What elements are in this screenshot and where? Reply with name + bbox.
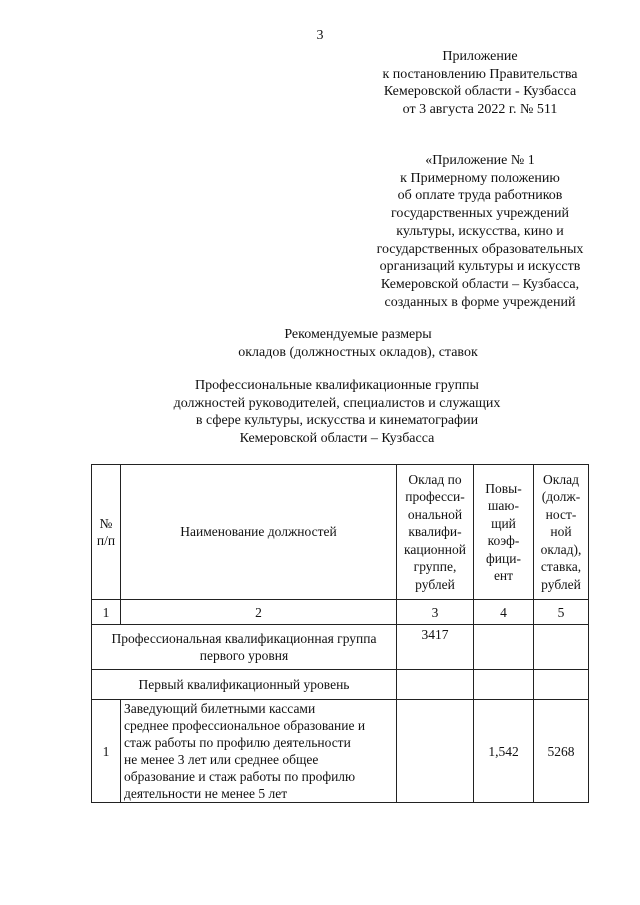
- appendix-1-block: [350, 152, 610, 311]
- heading-line: Профессиональные квалификационные группы: [195, 378, 479, 393]
- row-number: 1: [92, 700, 121, 803]
- column-number: 4: [474, 600, 534, 625]
- appendix-1-line: «Приложение № 1: [425, 153, 535, 168]
- column-number: 3: [397, 600, 474, 625]
- appendix-line: Кемеровской области - Кузбасса: [383, 84, 577, 100]
- position-salary: [397, 700, 474, 803]
- empty-cell: [534, 625, 589, 670]
- heading-recommended-salaries: [38, 326, 640, 361]
- group-row: [92, 625, 589, 670]
- heading-line: Рекомендуемые размеры: [284, 327, 432, 342]
- appendix-1-line: об оплате труда работников: [397, 188, 563, 204]
- heading-line: Кемеровской области – Кузбасса: [239, 430, 435, 446]
- position-rate: 5268: [534, 700, 589, 803]
- header-cell-rate: Оклад (долж- ност- ной оклад), ставка, рублей: [534, 465, 589, 600]
- header-cell-num: № п/п: [92, 465, 121, 600]
- column-number: 5: [534, 600, 589, 625]
- empty-cell: [474, 625, 534, 670]
- table-row: [92, 700, 589, 803]
- level-row: [92, 670, 589, 700]
- appendix-line: Приложение: [442, 49, 518, 64]
- appendix-1-line: государственных учреждений: [391, 206, 569, 222]
- table-header-row: [92, 465, 589, 600]
- heading-line: в сфере культуры, искусства и кинематографии: [195, 413, 479, 428]
- empty-cell: [474, 670, 534, 700]
- appendix-1-line: созданных в форме учреждений: [384, 294, 576, 310]
- level-title: Первый квалификационный уровень: [92, 670, 397, 700]
- appendix-1-line: культуры, искусства, кино и: [396, 223, 564, 239]
- column-number-row: [92, 600, 589, 625]
- heading-line: окладов (должностных окладов), ставок: [238, 344, 478, 360]
- group-title: Профессиональная квалификационная группа первого уровня: [92, 625, 397, 670]
- appendix-1-line: к Примерному положению: [400, 170, 560, 186]
- group-salary: 3417: [397, 625, 474, 670]
- heading-line: должностей руководителей, специалистов и служащих: [173, 395, 501, 411]
- empty-cell: [397, 670, 474, 700]
- appendix-1-line: государственных образовательных: [376, 241, 584, 257]
- heading-qualification-groups: [17, 377, 640, 447]
- appendix-1-line: организаций культуры и искусств: [379, 259, 581, 275]
- position-coefficient: 1,542: [474, 700, 534, 803]
- column-number: 1: [92, 600, 121, 625]
- appendix-line: к постановлению Правительства: [382, 66, 578, 82]
- column-number: 2: [121, 600, 397, 625]
- page-number: 3: [316, 28, 324, 43]
- position-name: Заведующий билетными кассами среднее профессиональное образование и стаж работы по профилю деятельности не менее 3 лет или среднее общее образование и стаж работы по профилю деятельности не менее 5 лет: [121, 700, 397, 803]
- salary-table: [91, 464, 589, 803]
- header-cell-coefficient: Повы- шаю- щий коэф- фици- ент: [474, 465, 534, 600]
- empty-cell: [534, 670, 589, 700]
- appendix-block: [355, 48, 605, 119]
- header-cell-salary: Оклад по професси- ональной квалифи- кационной группе, рублей: [397, 465, 474, 600]
- header-cell-name: Наименование должностей: [121, 465, 397, 600]
- appendix-1-line: Кемеровской области – Кузбасса,: [380, 276, 580, 292]
- appendix-line: от 3 августа 2022 г. № 511: [402, 102, 558, 118]
